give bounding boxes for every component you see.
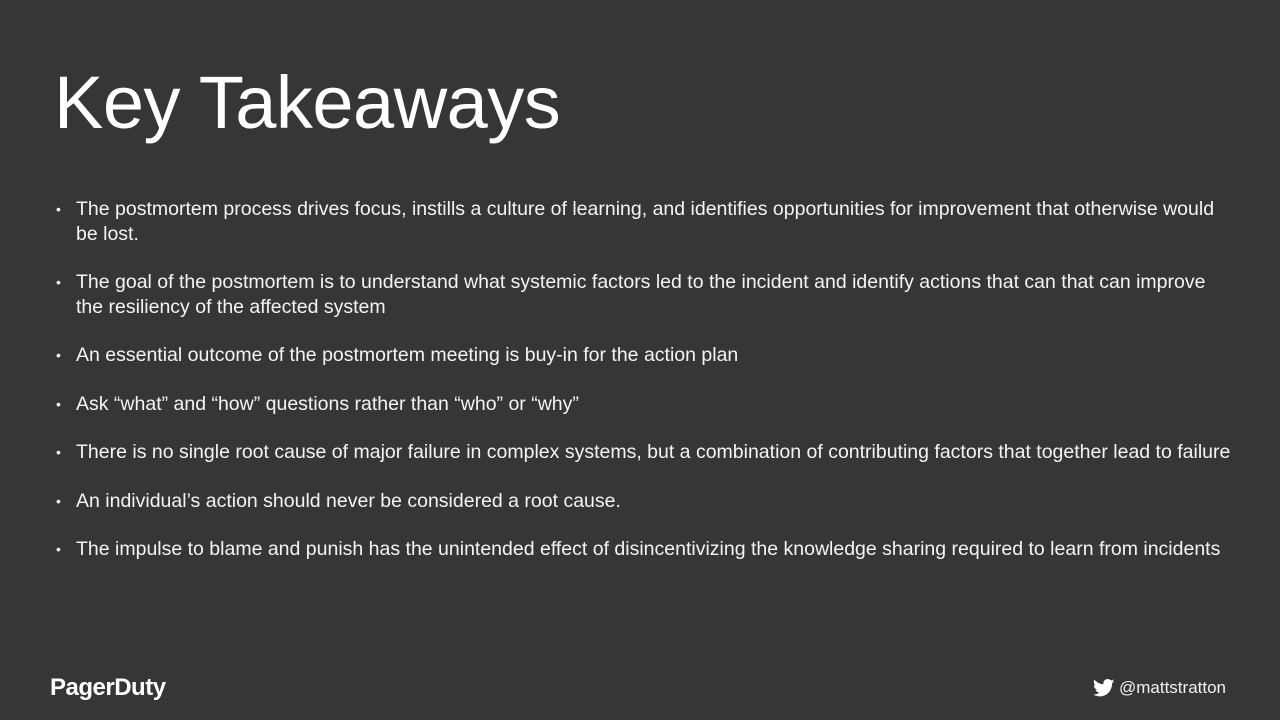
bullet-marker: • (56, 201, 61, 217)
bullet-text: The goal of the postmortem is to understand what systemic factors led to the incident and identify actions that can that can improve the resiliency of the affected system (76, 271, 1206, 318)
bullet-marker: • (56, 347, 61, 363)
bullet-item (56, 343, 1236, 368)
bullet-item (56, 537, 1236, 562)
slide-title: Key Takeaways (54, 61, 561, 144)
bullet-item (56, 489, 1236, 514)
pagerduty-logo: PagerDuty (50, 674, 166, 701)
bullet-marker: • (56, 444, 61, 460)
bullet-marker: • (56, 274, 61, 290)
handle-text: @mattstratton (1118, 678, 1226, 697)
twitter-bird-icon (1093, 679, 1115, 697)
bullet-item (56, 440, 1236, 465)
bullet-item (56, 392, 1236, 417)
bullet-list (56, 197, 1236, 586)
bullet-marker: • (56, 395, 61, 412)
twitter-handle (1093, 678, 1226, 698)
bullet-text: There is no single root cause of major failure in complex systems, but a combination of contributing factors that together lead to failure (76, 441, 1231, 463)
bullet-item (56, 270, 1236, 319)
bullet-text: Ask “what” and “how” questions rather than “who” or “why” (76, 392, 579, 415)
bullet-text: The impulse to blame and punish has the unintended effect of disincentivizing the knowledge sharing required to learn from incidents (76, 538, 1221, 560)
bullet-item (56, 197, 1236, 246)
bullet-marker: • (56, 492, 61, 509)
bullet-marker: • (56, 541, 61, 557)
bullet-text: An essential outcome of the postmortem meeting is buy-in for the action plan (76, 344, 739, 366)
bullet-text: An individual’s action should never be considered a root cause. (76, 489, 621, 512)
bullet-text: The postmortem process drives focus, instills a culture of learning, and identifies opportunities for improvement that otherwise would be lost. (76, 198, 1215, 245)
